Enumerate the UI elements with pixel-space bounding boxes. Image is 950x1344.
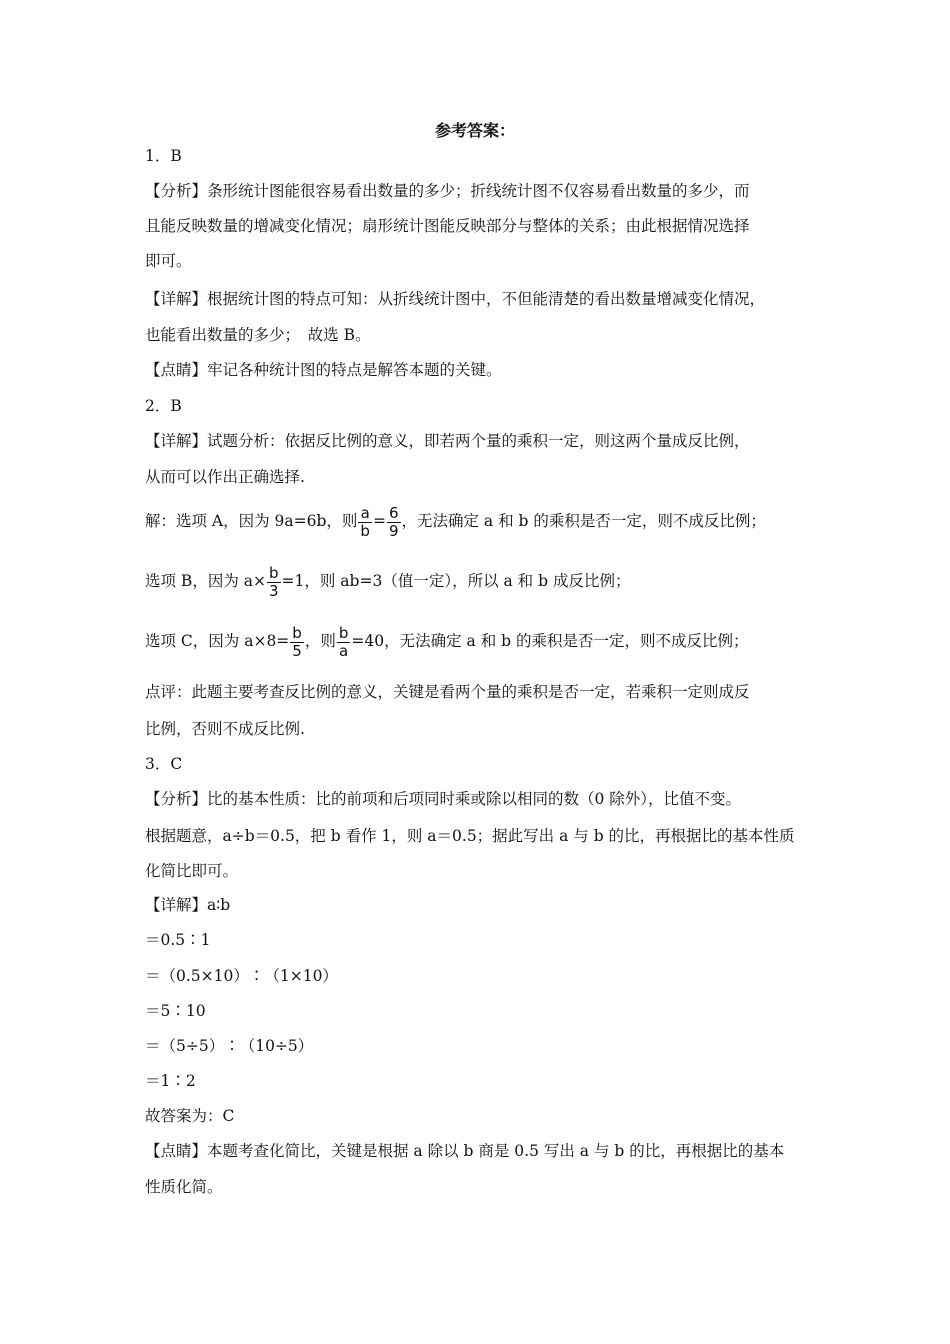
q2-option-a-post: ，无法确定 a 和 b 的乘积是否一定，则不成反比例； <box>401 512 766 530</box>
q3-detail-line-1: 【详解】a∶b <box>145 896 231 914</box>
fraction-6-over-9 <box>387 505 401 540</box>
fraction-numerator: 6 <box>388 503 399 522</box>
q1-analysis-line-1: 【分析】条形统计图能很容易看出数量的多少；折线统计图不仅容易看出数量的多少，而 <box>145 182 750 200</box>
q2-option-b <box>145 562 630 600</box>
q1-answer: 1．B <box>145 147 182 165</box>
q2-option-c-post: =40，无法确定 a 和 b 的乘积是否一定，则不成反比例； <box>351 632 749 650</box>
q2-option-c-pre: 选项 C，因为 a×8= <box>145 632 290 650</box>
q2-comment-line-1: 点评：此题主要考查反比例的意义，关键是看两个量的乘积是否一定，若乘积一定则成反 <box>145 683 750 701</box>
q2-option-b-pre: 选项 B，因为 a× <box>145 572 266 590</box>
q3-analysis-line-3: 化简比即可。 <box>145 862 239 880</box>
q1-analysis-line-3: 即可。 <box>145 252 192 270</box>
q2-detail-line-1: 【详解】试题分析：依据反比例的意义，即若两个量的乘积一定，则这两个量成反比例， <box>145 432 750 450</box>
q3-detail-line-3: ＝（0.5×10）∶（1×10） <box>145 967 338 985</box>
q2-option-a <box>145 502 766 540</box>
q3-detail-line-4: ＝5∶10 <box>145 1002 206 1020</box>
fraction-denominator: b <box>360 521 370 540</box>
page-title: 参考答案： <box>434 121 515 140</box>
q3-conclusion: 故答案为：C <box>145 1107 235 1125</box>
q2-option-c-mid: ，则 <box>304 632 336 650</box>
q2-option-a-pre: 解：选项 A，因为 9a=6b，则 <box>145 512 358 530</box>
fraction-b-over-a <box>337 625 351 660</box>
q2-option-c <box>145 622 748 660</box>
q3-analysis-line-2: 根据题意，a÷b＝0.5，把 b 看作 1，则 a＝0.5；据此写出 a 与 b 的比，再根据比的基本性质 <box>145 827 795 845</box>
fraction-a-over-b <box>358 505 372 540</box>
q1-tip: 【点睛】牢记各种统计图的特点是解答本题的关键。 <box>145 361 502 379</box>
q3-tip-line-1: 【点睛】本题考查化简比，关键是根据 a 除以 b 商是 0.5 写出 a 与 b 的比，再根据比的基本 <box>145 1142 785 1160</box>
q3-analysis-line-1: 【分析】比的基本性质：比的前项和后项同时乘或除以相同的数（0 除外），比值不变。 <box>145 790 742 808</box>
fraction-b-over-3 <box>267 565 281 600</box>
q3-answer: 3．C <box>145 755 183 773</box>
q1-detail-line-1: 【详解】根据统计图的特点可知：从折线统计图中，不但能清楚的看出数量增减变化情况， <box>145 290 766 308</box>
q2-option-b-post: =1，则 ab=3（值一定），所以 a 和 b 成反比例； <box>281 572 631 590</box>
fraction-b-over-5 <box>290 625 304 660</box>
q2-answer: 2．B <box>145 397 182 415</box>
q3-detail-line-2: ＝0.5∶1 <box>145 931 211 949</box>
fraction-numerator: b <box>290 625 304 643</box>
q1-analysis-line-2: 且能反映数量的增减变化情况；扇形统计图能反映部分与整体的关系；由此根据情况选择 <box>145 217 750 235</box>
fraction-denominator: 9 <box>388 521 399 540</box>
fraction-denominator: a <box>339 641 349 660</box>
q3-tip-line-2: 性质化简。 <box>145 1178 223 1196</box>
fraction-denominator: 3 <box>268 581 279 600</box>
fraction-numerator: a <box>358 505 372 523</box>
fraction-numerator: b <box>267 565 281 583</box>
fraction-numerator: b <box>338 623 349 642</box>
fraction-denominator: 5 <box>292 641 302 660</box>
q2-comment-line-2: 比例，否则不成反比例. <box>145 720 305 738</box>
equals-sign: = <box>372 512 386 530</box>
q3-detail-line-5: ＝（5÷5）∶（10÷5） <box>145 1037 314 1055</box>
q2-detail-line-2: 从而可以作出正确选择. <box>145 468 305 486</box>
q1-detail-line-2: 也能看出数量的多少； 故选 B。 <box>145 326 371 344</box>
q3-detail-line-6: ＝1∶2 <box>145 1072 196 1090</box>
